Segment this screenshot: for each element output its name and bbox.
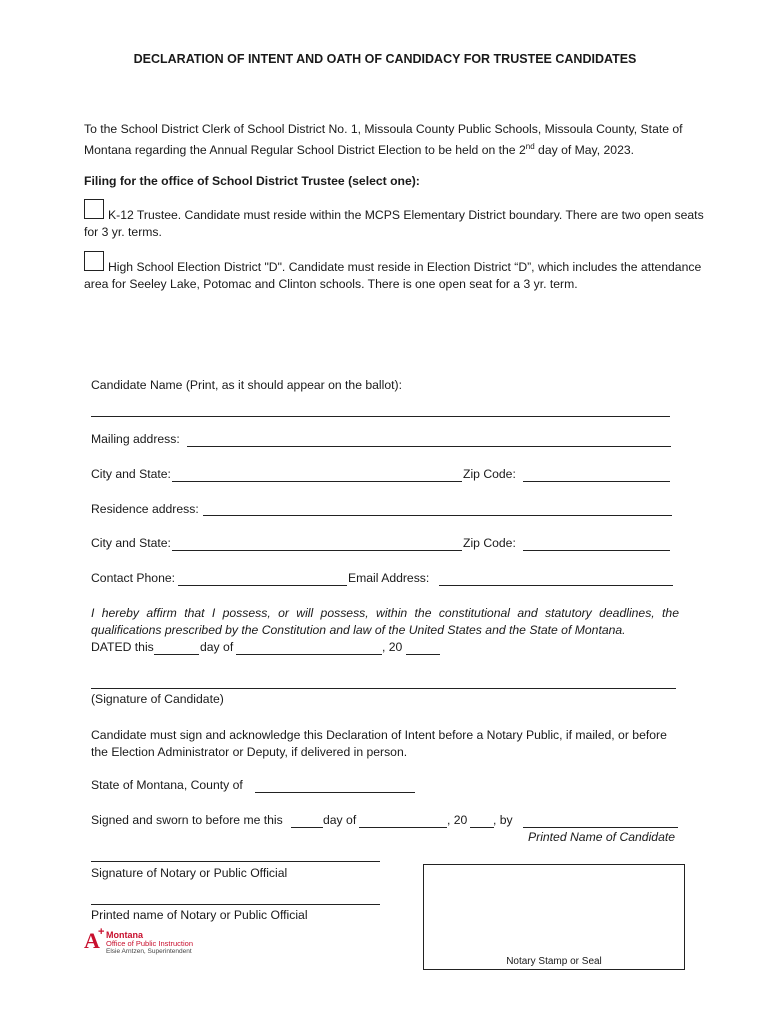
logo-line1: Montana — [106, 930, 143, 940]
sworn-by-label: , by — [493, 813, 513, 827]
signature-notary-label: Signature of Notary or Public Official — [91, 866, 288, 880]
montana-opi-logo — [84, 926, 204, 960]
intro-paragraph — [84, 121, 704, 159]
intro-text-end: day of May, 2023. — [534, 143, 635, 158]
county-field[interactable] — [255, 792, 415, 793]
printed-name-notary-label: Printed name of Notary or Public Official — [91, 908, 308, 922]
sworn-day-of-label: day of — [323, 813, 357, 827]
email-address-label: Email Address: — [348, 571, 430, 585]
logo-letter: A — [84, 928, 100, 953]
notary-instruction-text: Candidate must sign and acknowledge this Declaration of Intent before a Notary Public, if mailed, or before the Election Administrator or Deputy, if delivered in person. — [91, 728, 667, 759]
sworn-year-field[interactable] — [470, 827, 494, 828]
sworn-day-field[interactable] — [291, 827, 323, 828]
sworn-month-field[interactable] — [359, 827, 447, 828]
city-state-field-2[interactable] — [172, 550, 462, 551]
candidate-signature-field[interactable] — [91, 688, 676, 689]
zip-code-field-2[interactable] — [523, 550, 670, 551]
contact-phone-field[interactable] — [178, 585, 347, 586]
city-state-field-1[interactable] — [172, 481, 462, 482]
dated-day-field[interactable] — [154, 654, 199, 655]
affirmation-text: I hereby affirm that I possess, or will possess, within the constitutional and statutory deadlines, the qualifications prescribed by the Constitution and law of the United States and the State of Montana. — [91, 606, 679, 637]
intro-superscript: nd — [525, 142, 535, 151]
signed-sworn-label: Signed and sworn to before me this — [91, 813, 283, 827]
logo-line3: Elsie Arntzen, Superintendent — [106, 948, 192, 955]
residence-address-field[interactable] — [203, 515, 672, 516]
candidate-name-label: Candidate Name (Print, as it should appear on the ballot): — [91, 378, 402, 392]
zip-code-field-1[interactable] — [523, 481, 670, 482]
notary-stamp-label: Notary Stamp or Seal — [506, 956, 602, 967]
k12-trustee-option-text: K-12 Trustee. Candidate must reside within the MCPS Elementary District boundary. There are two open seats for 3 yr. terms. — [84, 208, 704, 239]
dated-this-label: DATED this — [91, 640, 154, 654]
logo-line2: Office of Public Instruction — [106, 939, 193, 948]
high-school-district-option-text: High School Election District "D". Candidate must reside in Election District “D”, which includes the attendance area for Seeley Lake, Potomac and Clinton schools. There is one open seat for a 3 yr. term. — [84, 260, 702, 291]
dated-month-field[interactable] — [236, 654, 382, 655]
candidate-name-field[interactable] — [91, 416, 670, 417]
city-state-label-2: City and State: — [91, 536, 171, 550]
mailing-address-field[interactable] — [187, 446, 671, 447]
dated-year-field[interactable] — [406, 654, 440, 655]
zip-code-label-1: Zip Code: — [463, 467, 516, 481]
printed-name-candidate-label: Printed Name of Candidate — [528, 830, 676, 844]
printed-name-candidate-field[interactable] — [523, 827, 678, 828]
signature-candidate-label: (Signature of Candidate) — [91, 692, 224, 706]
notary-printed-name-field[interactable] — [91, 904, 380, 905]
notary-stamp-box — [423, 864, 685, 970]
dated-day-of-label: day of — [200, 640, 234, 654]
sworn-year-prefix: , 20 — [447, 813, 468, 827]
filing-heading: Filing for the office of School District Trustee (select one): — [84, 174, 420, 188]
logo-plus: + — [98, 926, 105, 938]
residence-address-label: Residence address: — [91, 502, 199, 516]
zip-code-label-2: Zip Code: — [463, 536, 516, 550]
document-title: DECLARATION OF INTENT AND OATH OF CANDIDACY FOR TRUSTEE CANDIDATES — [133, 52, 637, 66]
state-county-label: State of Montana, County of — [91, 778, 243, 792]
city-state-label-1: City and State: — [91, 467, 171, 481]
mailing-address-label: Mailing address: — [91, 432, 180, 446]
email-address-field[interactable] — [439, 585, 673, 586]
contact-phone-label: Contact Phone: — [91, 571, 176, 585]
dated-year-prefix: , 20 — [382, 640, 403, 654]
intro-text: To the School District Clerk of School District No. 1, Missoula County Public Schools, Missoula County, State of Montana regarding the Annual Regular School District Election to be held on the 2 — [84, 122, 683, 158]
notary-signature-field[interactable] — [91, 861, 380, 862]
